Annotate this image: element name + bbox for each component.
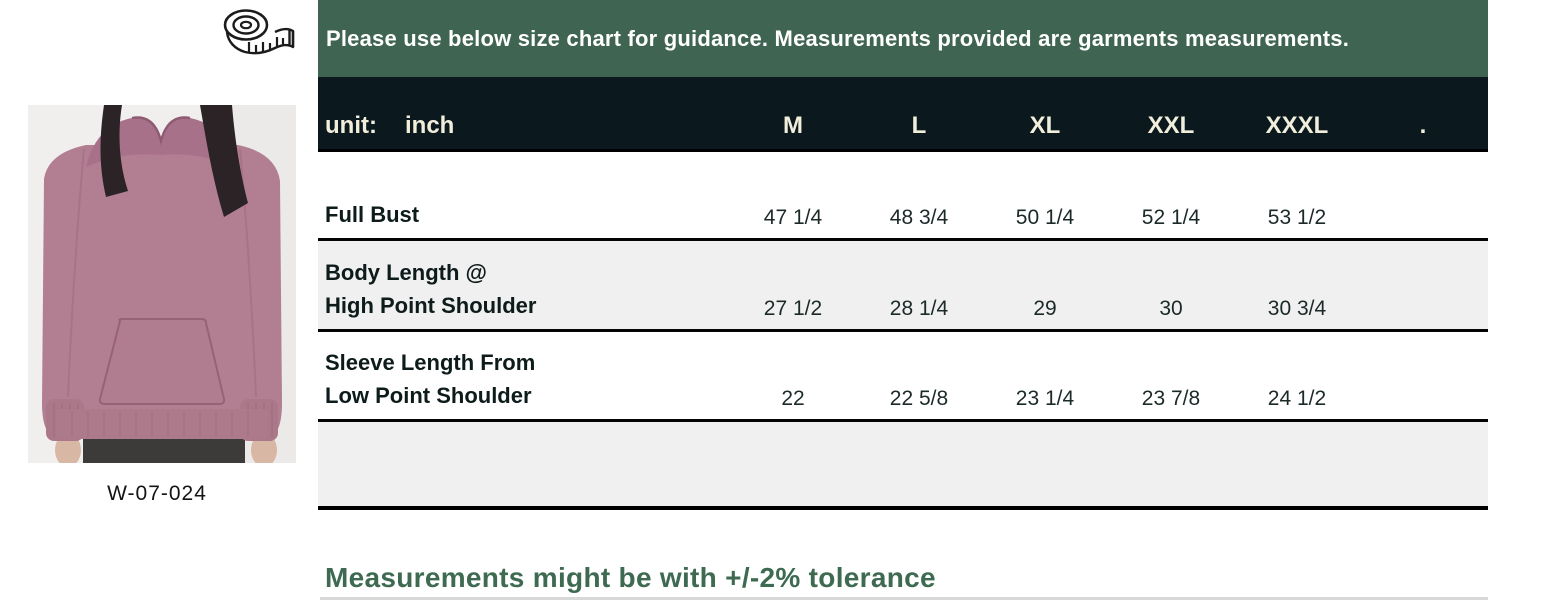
- size-header-dot: .: [1419, 112, 1427, 139]
- unit-cell: [318, 112, 730, 149]
- table-row-sleeve-length: [318, 332, 1488, 422]
- cell-value: [1360, 411, 1486, 419]
- row-label: Full Bust: [325, 202, 420, 227]
- cell-value: 50 1/4: [1015, 206, 1075, 229]
- bottom-divider: [320, 597, 1488, 600]
- size-chart: [318, 0, 1488, 510]
- cell-value: 48 3/4: [889, 206, 949, 229]
- cell-value: 24 1/2: [1267, 387, 1327, 410]
- guidance-banner: [318, 0, 1488, 77]
- guidance-banner-text: Please use below size chart for guidance. Measurements provided are garments measurements.: [326, 25, 1350, 51]
- cell-value: 22 5/8: [889, 387, 949, 410]
- cell-value: [1360, 230, 1486, 238]
- cell-value: [1360, 321, 1486, 329]
- product-code: W-07-024: [107, 482, 207, 505]
- product-photo: [28, 105, 296, 463]
- size-table-header: [318, 77, 1488, 152]
- cell-value: 53 1/2: [1267, 206, 1327, 229]
- table-row-body-length: [318, 241, 1488, 332]
- unit-label: unit:: [325, 112, 377, 139]
- cell-value: 28 1/4: [889, 297, 949, 320]
- table-empty-band: [318, 422, 1488, 510]
- size-header-xxxl: XXXL: [1265, 112, 1329, 139]
- cell-value: 30 3/4: [1267, 297, 1327, 320]
- row-label: Sleeve Length From Low Point Shoulder: [325, 350, 536, 408]
- table-row-full-bust: [318, 152, 1488, 241]
- unit-value: inch: [404, 112, 455, 139]
- cell-value: 27 1/2: [763, 297, 823, 320]
- size-header-xl: XL: [1029, 112, 1061, 139]
- cell-value: 47 1/4: [763, 206, 823, 229]
- size-header-m: M: [783, 112, 803, 139]
- cell-value: 23 7/8: [1141, 387, 1201, 410]
- cell-value: 29: [1033, 297, 1057, 320]
- tape-measure-icon: [219, 6, 297, 64]
- cell-value: 30: [1159, 297, 1183, 320]
- cell-value: 22: [781, 387, 805, 410]
- size-header-l: L: [911, 112, 927, 139]
- tolerance-note: Measurements might be with +/-2% tolerance: [325, 562, 936, 593]
- row-label: Body Length @ High Point Shoulder: [325, 260, 537, 318]
- size-header-xxl: XXL: [1147, 112, 1195, 139]
- cell-value: 52 1/4: [1141, 206, 1201, 229]
- cell-value: 23 1/4: [1015, 387, 1075, 410]
